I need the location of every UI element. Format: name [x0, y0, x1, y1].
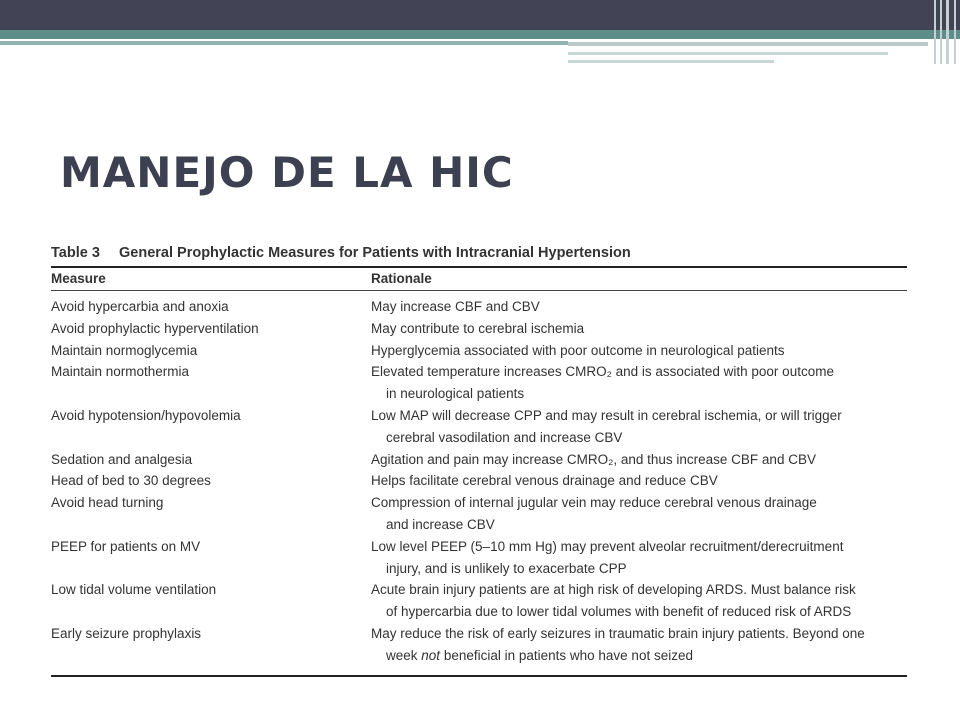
table-row: [51, 449, 907, 471]
measure-cell: Avoid prophylactic hyperventilation: [51, 320, 259, 336]
rationale-line: Elevated temperature increases CMRO₂ and is associated with poor outcome: [371, 364, 834, 380]
table-row: [51, 579, 907, 623]
decorative-line: [946, 0, 949, 64]
table-header-row: [51, 268, 907, 290]
decorative-line: [940, 0, 942, 64]
accent-strip: [568, 60, 774, 63]
table-caption: [51, 242, 907, 264]
rationale-line: of hypercarbia due to lower tidal volumes with benefit of reduced risk of ARDS: [386, 604, 852, 620]
rationale-line: Compression of internal jugular vein may reduce cerebral venous drainage: [371, 495, 817, 511]
accent-line: [0, 41, 568, 45]
table-row: [51, 470, 907, 492]
accent-strip: [568, 52, 888, 55]
rationale-line: Agitation and pain may increase CMRO₂, and thus increase CBF and CBV: [371, 451, 816, 467]
measure-cell: Avoid hypercarbia and anoxia: [51, 299, 229, 314]
rationale-line: May contribute to cerebral ischemia: [371, 320, 585, 336]
rationale-line: and increase CBV: [386, 516, 495, 532]
rationale-cell: [371, 623, 907, 667]
rationale-cell: [371, 318, 907, 340]
rationale-cell: [371, 405, 907, 449]
table-caption-number: Table 3: [51, 245, 100, 261]
table-row: [51, 536, 907, 580]
measure-cell: Avoid head turning: [51, 495, 164, 511]
decorative-line: [934, 0, 936, 64]
accent-strip: [568, 42, 928, 46]
measure-cell: Low tidal volume ventilation: [51, 582, 217, 598]
rationale-line: Acute brain injury patients are at high risk of developing ARDS. Must balance risk: [371, 582, 856, 598]
rationale-cell: [371, 536, 907, 580]
rationale-cell: [371, 449, 907, 471]
table-row: [51, 318, 907, 340]
table-row: [51, 296, 907, 318]
rationale-line: cerebral vasodilation and increase CBV: [386, 429, 623, 445]
rationale-line: Hyperglycemia associated with poor outcome in neurological patients: [371, 342, 785, 358]
accent-band: [0, 30, 960, 39]
rationale-cell: [371, 340, 907, 362]
table-bottom-rule: [51, 675, 907, 677]
rationale-line: May reduce the risk of early seizures in traumatic brain injury patients. Beyond one: [371, 625, 865, 641]
rationale-line: Helps facilitate cerebral venous drainage and reduce CBV: [371, 473, 718, 489]
measure-cell: Early seizure prophylaxis: [51, 625, 202, 641]
rationale-line: Low level PEEP (5–10 mm Hg) may prevent alveolar recruitment/derecruitment: [371, 538, 844, 554]
measures-table: [51, 242, 907, 677]
rationale-line: Low MAP will decrease CPP and may result in cerebral ischemia, or will trigger: [371, 407, 842, 423]
table-row: [51, 340, 907, 362]
table-row: [51, 492, 907, 536]
rationale-cell: [371, 492, 907, 536]
rationale-line: May increase CBF and CBV: [371, 299, 540, 314]
rationale-cell: [371, 361, 907, 405]
slide-title: MANEJO DE LA HIC: [60, 148, 514, 197]
rationale-line: in neurological patients: [386, 386, 525, 402]
measure-cell: Avoid hypotension/hypovolemia: [51, 407, 241, 423]
rationale-cell: [371, 579, 907, 623]
table-caption-title: General Prophylactic Measures for Patients with Intracranial Hypertension: [119, 245, 631, 261]
header-rationale: Rationale: [371, 271, 432, 286]
rationale-cell: [371, 296, 907, 318]
rationale-line: injury, and is unlikely to exacerbate CPP: [386, 560, 627, 576]
rationale-cell: [371, 470, 907, 492]
table-row: [51, 405, 907, 449]
rationale-line: week not beneficial in patients who have not seized: [386, 647, 693, 663]
decorative-line: [954, 0, 956, 64]
measure-cell: Sedation and analgesia: [51, 451, 193, 467]
measure-cell: Maintain normothermia: [51, 364, 190, 380]
header-measure: Measure: [51, 271, 106, 286]
measure-cell: Head of bed to 30 degrees: [51, 473, 211, 489]
table-row: [51, 361, 907, 405]
table-body: [51, 291, 907, 673]
header-bar: [0, 0, 960, 30]
measure-cell: PEEP for patients on MV: [51, 538, 201, 554]
measure-cell: Maintain normoglycemia: [51, 342, 198, 358]
table-row: [51, 623, 907, 667]
